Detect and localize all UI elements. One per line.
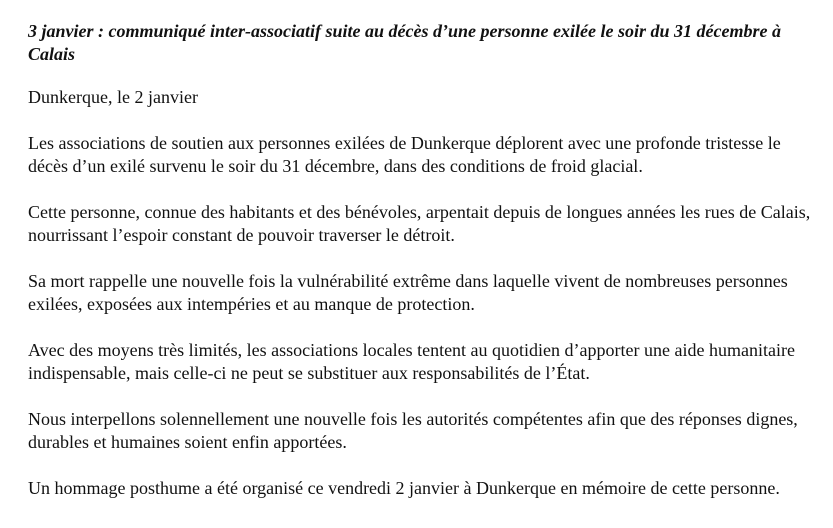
- paragraph-6: Un hommage posthume a été organisé ce vendredi 2 janvier à Dunkerque en mémoire de cette personne.: [28, 478, 780, 498]
- paragraph-4: Avec des moyens très limités, les associations locales tentent au quotidien d’apporter une aide humanitaire indispensable, mais celle-ci ne peut se substituer aux responsabilités de l’État.: [28, 340, 795, 383]
- dateline: Dunkerque, le 2 janvier: [28, 87, 198, 107]
- paragraph-1: Les associations de soutien aux personnes exilées de Dunkerque déplorent avec une profonde tristesse le décès d’un exilé survenu le soir du 31 décembre, dans des conditions de froid glacial.: [28, 133, 781, 176]
- paragraph-2: Cette personne, connue des habitants et des bénévoles, arpentait depuis de longues années les rues de Calais, nourrissant l’espoir constant de pouvoir traverser le détroit.: [28, 202, 811, 245]
- page-title: 3 janvier : communiqué inter-associatif suite au décès d’une personne exilée le soir du 31 décembre à Calais: [28, 21, 781, 64]
- paragraph-3: Sa mort rappelle une nouvelle fois la vulnérabilité extrême dans laquelle vivent de nombreuses personnes exilées, exposées aux intempéries et au manque de protection.: [28, 271, 788, 314]
- press-release: [28, 20, 818, 523]
- paragraph-5: Nous interpellons solennellement une nouvelle fois les autorités compétentes afin que des réponses dignes, durables et humaines soient enfin apportées.: [28, 409, 798, 452]
